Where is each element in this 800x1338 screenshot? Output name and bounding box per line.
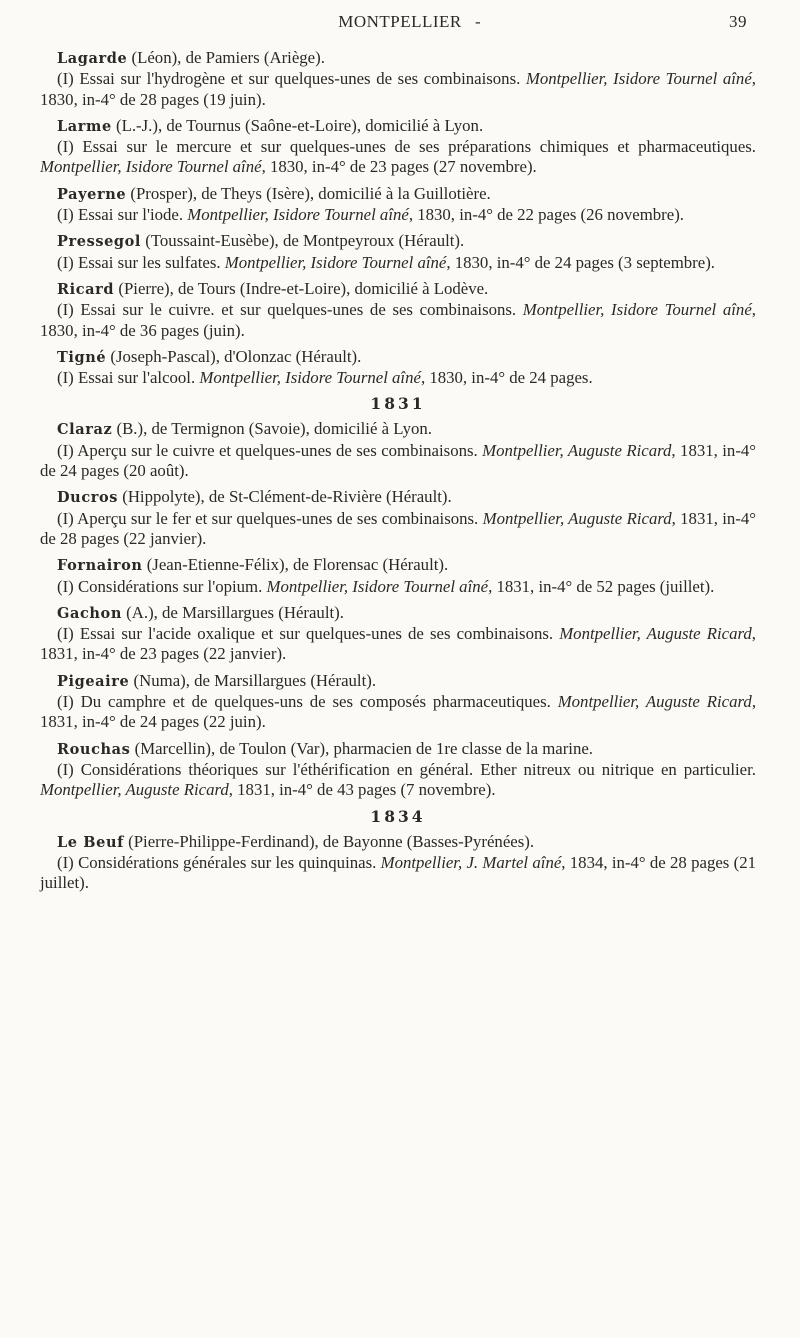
work-title: (I) Considérations théoriques sur l'éthérification en général. Ether nitreux ou nitrique en particulier. (57, 759, 756, 779)
author-details: (A.), de Marsillargues (Hérault). (121, 602, 344, 622)
bibliography-entry (40, 603, 756, 665)
work-title: (I) Essai sur le cuivre. et sur quelques-unes de ses combinaisons. (57, 300, 523, 320)
work-description (40, 137, 756, 178)
author-surname: Rouchas (57, 740, 131, 758)
publisher: Montpellier, Auguste Ricard (482, 440, 672, 460)
work-description (40, 69, 756, 110)
author-surname: Lagarde (57, 50, 128, 67)
publication-details: , 1830, in-4° de 36 pages (juin). (40, 300, 756, 340)
year-heading: 1834 (370, 806, 426, 826)
bibliography-entry (40, 832, 756, 894)
author-surname: Tigné (57, 348, 107, 366)
author-surname: Le Beuf (57, 833, 124, 851)
author-surname: Pressegol (57, 233, 142, 251)
work-description (40, 368, 756, 388)
work-description (40, 760, 756, 801)
work-title: (I) Aperçu sur le fer et sur quelques-unes de ses combinaisons. (57, 508, 483, 528)
bibliography-entry (40, 116, 756, 178)
bibliography-entry (40, 419, 756, 481)
publisher: Montpellier, Isidore Tournel aîné (224, 252, 447, 272)
work-title: (I) Essai sur les sulfates. (57, 252, 225, 272)
publication-details: , 1830, in-4° de 28 pages (19 juin). (40, 69, 756, 109)
year-heading: 1831 (370, 394, 426, 414)
author-line (40, 603, 756, 624)
author-details: (B.), de Termignon (Savoie), domicilié à Lyon. (112, 419, 432, 439)
author-details: (Numa), de Marsillargues (Hérault). (129, 670, 377, 690)
publication-details: , 1834, in-4° de 28 pages (21 juillet). (40, 852, 757, 893)
running-title: MONTPELLIER (338, 12, 462, 31)
author-line (40, 671, 756, 692)
publication-details: , 1831, in-4° de 24 pages (20 août). (40, 440, 757, 481)
publication-details: , 1831, in-4° de 23 pages (22 janvier). (40, 624, 756, 664)
author-line (40, 116, 756, 137)
author-line (40, 279, 756, 300)
work-description (40, 253, 756, 273)
author-details: (Joseph-Pascal), d'Olonzac (Hérault). (106, 346, 362, 366)
author-line (40, 487, 756, 508)
publication-details: , 1831, in-4° de 24 pages (22 juin). (40, 692, 757, 732)
work-title: (I) Considérations sur l'opium. (57, 576, 267, 596)
publication-details: , 1831, in-4° de 43 pages (7 novembre). (228, 780, 496, 800)
author-surname: Fornairon (57, 557, 143, 575)
author-line (40, 231, 756, 252)
author-surname: Gachon (57, 604, 122, 622)
author-surname: Ricard (57, 280, 115, 298)
author-details: (Toussaint-Eusèbe), de Montpeyroux (Hérault). (141, 231, 465, 251)
running-dash: - (475, 12, 482, 31)
work-description (40, 509, 756, 550)
publication-details: , 1830, in-4° de 24 pages (3 septembre). (446, 252, 715, 272)
work-title: (I) Essai sur l'hydrogène et sur quelques-unes de ses combinaisons. (57, 69, 526, 89)
bibliography-entry (40, 279, 756, 341)
publisher: Montpellier, J. Martel aîné (380, 852, 562, 872)
publication-details: , 1830, in-4° de 23 pages (27 novembre). (261, 157, 537, 177)
author-surname: Larme (57, 117, 112, 135)
publisher: Montpellier, Auguste Ricard (559, 624, 752, 644)
publisher: Montpellier, Isidore Tournel aîné (525, 69, 752, 89)
publisher: Montpellier, Isidore Tournel aîné (40, 157, 262, 177)
author-line (40, 347, 756, 368)
publication-details: , 1831, in-4° de 52 pages (juillet). (488, 576, 715, 596)
author-surname: Ducros (57, 489, 119, 507)
page-number: 39 (729, 12, 747, 31)
publication-details: , 1830, in-4° de 24 pages. (420, 368, 593, 388)
publisher: Montpellier, Auguste Ricard (40, 780, 229, 800)
work-title: (I) Aperçu sur le cuivre et quelques-unes de ses combinaisons. (57, 440, 483, 460)
bibliography-entry (40, 739, 756, 801)
author-details: (Pierre), de Tours (Indre-et-Loire), domicilié à Lodève. (114, 278, 489, 298)
bibliography-entry (40, 555, 756, 597)
author-line (40, 48, 756, 69)
author-line (40, 832, 756, 853)
publication-details: , 1830, in-4° de 22 pages (26 novembre). (408, 205, 684, 225)
author-details: (Hippolyte), de St-Clément-de-Rivière (Hérault). (118, 487, 452, 507)
author-details: (Pierre-Philippe-Ferdinand), de Bayonne (Basses-Pyrénées). (123, 831, 535, 851)
bibliography-entry (40, 671, 756, 733)
author-line (40, 739, 756, 760)
work-title: (I) Du camphre et de quelques-uns de ses composés pharmaceutiques. (57, 692, 558, 712)
author-line (40, 555, 756, 576)
publisher: Montpellier, Isidore Tournel aîné (266, 576, 489, 596)
author-surname: Payerne (57, 185, 127, 203)
work-title: (I) Considérations générales sur les quinquinas. (57, 852, 381, 872)
author-details: (L.-J.), de Tournus (Saône-et-Loire), domicilié à Lyon. (111, 115, 484, 135)
author-line (40, 419, 756, 440)
bibliography-entry (40, 487, 756, 549)
work-title: (I) Essai sur l'alcool. (57, 368, 200, 388)
author-details: (Prosper), de Theys (Isère), domicilié à la Guillotière. (126, 183, 491, 203)
bibliography-entry (40, 347, 756, 389)
publisher: Montpellier, Auguste Ricard (482, 508, 672, 528)
bibliography-entry (40, 48, 756, 110)
work-description (40, 577, 756, 597)
publisher: Montpellier, Isidore Tournel aîné (199, 368, 421, 388)
author-line (40, 184, 756, 205)
author-surname: Claraz (57, 421, 113, 439)
bibliography-entry (40, 184, 756, 226)
publisher: Montpellier, Isidore Tournel aîné (522, 300, 752, 320)
work-title: (I) Essai sur l'acide oxalique et sur quelques-unes de ses combinaisons. (57, 624, 560, 644)
author-surname: Pigeaire (57, 672, 130, 690)
publisher: Montpellier, Isidore Tournel aîné (187, 205, 409, 225)
work-title: (I) Essai sur l'iode. (57, 205, 188, 225)
work-description (40, 624, 756, 665)
publisher: Montpellier, Auguste Ricard (557, 692, 752, 712)
work-description (40, 441, 756, 482)
running-head (0, 12, 800, 38)
author-details: (Léon), de Pamiers (Ariège). (127, 48, 325, 67)
work-description (40, 205, 756, 225)
work-title: (I) Essai sur le mercure et sur quelques-unes de ses préparations chimiques et pharmaceutiques. (57, 137, 756, 157)
work-description (40, 692, 756, 733)
author-details: (Marcellin), de Toulon (Var), pharmacien de 1re classe de la marine. (130, 738, 594, 758)
publication-details: , 1831, in-4° de 28 pages (22 janvier). (40, 508, 757, 548)
author-details: (Jean-Etienne-Félix), de Florensac (Hérault). (142, 555, 449, 575)
bibliography-list (40, 48, 756, 899)
work-description (40, 853, 756, 894)
work-description (40, 300, 756, 341)
bibliography-entry (40, 231, 756, 273)
